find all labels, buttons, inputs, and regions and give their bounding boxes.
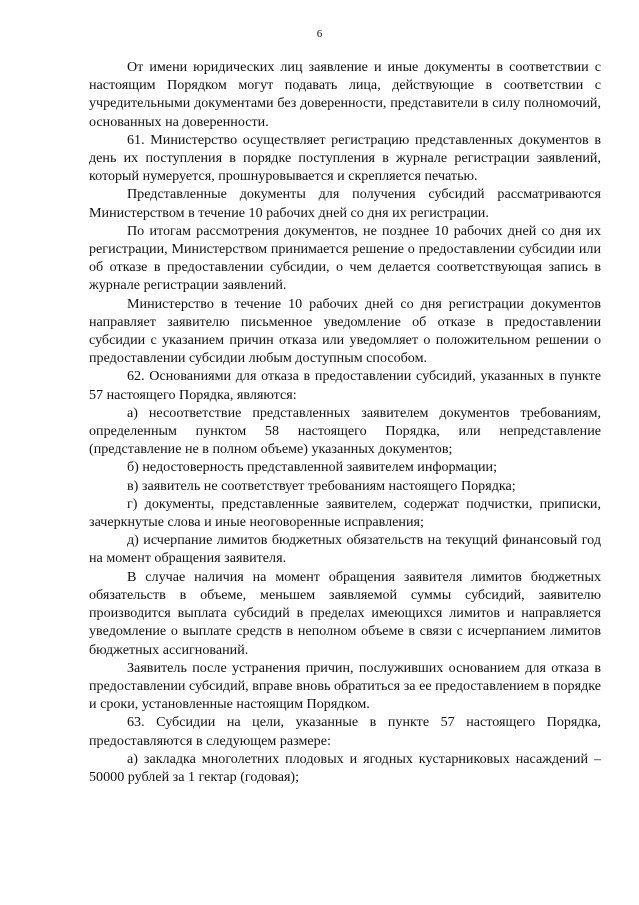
list-item: в) заявитель не соответствует требованиям настоящего Порядка; [127, 477, 516, 494]
paragraph: 63. Субсидии на цели, указанные в пункте 57 настоящего Порядка, предоставляются в следующем размере: [89, 714, 601, 749]
list-item: а) закладка многолетних плодовых и ягодных кустарниковых насаждений – 50000 рублей за 1 гектар (годовая); [89, 750, 601, 785]
paragraph: Заявитель после устранения причин, послуживших основанием для отказа в предоставлении субсидий, вправе вновь обратиться за ее предоставлением в порядке и сроки, установленные настоящим Порядком. [89, 659, 601, 713]
paragraph: По итогам рассмотрения документов, не позднее 10 рабочих дней со дня их регистрации, Министерством принимается решение о предоставлении субсидии или об отказе в предоставлении субсидии, о чем делается соответствующая запись в журнале регистрации заявлений. [89, 222, 601, 294]
paragraph: 61. Министерство осуществляет регистрацию представленных документов в день их поступления в порядке поступления в журнале регистрации заявлений, который нумеруется, прошнуровывается и скрепляется печатью. [89, 131, 601, 185]
paragraph: От имени юридических лиц заявление и иные документы в соответствии с настоящим Порядком могут подавать лица, действующие в соответствии с учредительными документами без доверенности, представители в силу полномочий, основанных на доверенности. [89, 59, 601, 130]
list-item: г) документы, представленные заявителем, содержат подчистки, приписки, зачеркнутые слова и иные неоговоренные исправления; [89, 495, 601, 531]
paragraph: 62. Основаниями для отказа в предоставлении субсидий, указанных в пункте 57 настоящего Порядка, являются: [89, 368, 601, 403]
paragraph: Министерство в течение 10 рабочих дней со дня регистрации документов направляет заявителю письменное уведомление об отказе в предоставлении субсидии с указанием причин отказа или уведомляет о положительном решении о предоставлении субсидии любым доступным способом. [89, 295, 601, 367]
paragraph: Представленные документы для получения субсидий рассматриваются Министерством в течение 10 рабочих дней со дня их регистрации. [89, 186, 601, 221]
paragraph: В случае наличия на момент обращения заявителя лимитов бюджетных обязательств в объеме, меньшем заявляемой суммы субсидий, заявителю производится выплата субсидий в пределах имеющихся лимитов и направляется уведомление о выплате средств в неполном объеме в связи с исчерпанием лимитов бюджетных ассигнований. [89, 568, 601, 658]
list-item: д) исчерпание лимитов бюджетных обязательств на текущий финансовый год на момент обращения заявителя. [89, 532, 601, 567]
document-body [89, 58, 601, 786]
list-item: б) недостоверность представленной заявителем информации; [127, 459, 498, 476]
list-item: а) несоответствие представленных заявителем документов требованиям, определенным пунктом 58 настоящего Порядка, или непредставление (представление не в полном объеме) указанных документов; [89, 404, 601, 458]
page-number: 6 [316, 28, 323, 40]
